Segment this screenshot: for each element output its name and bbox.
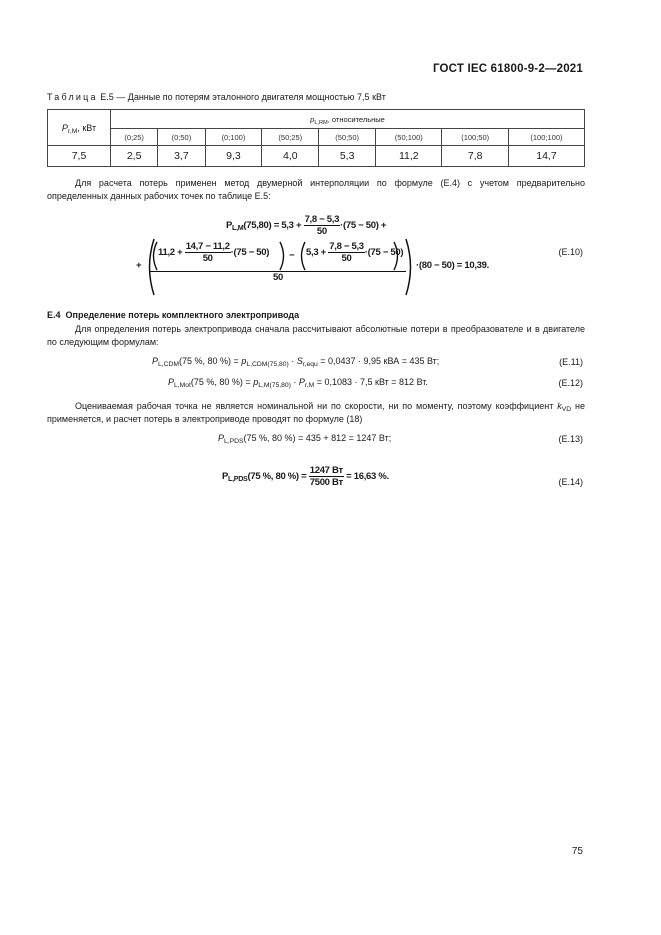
table-caption-text: Е.5 — Данные по потерям эталонного двигателя мощностью 7,5 кВт xyxy=(100,92,386,102)
right-paren-icon xyxy=(278,241,288,271)
table-header-point: (50;100) xyxy=(376,129,442,146)
equation-number-e12: (Е.12) xyxy=(558,378,583,388)
equation-number-e10: (Е.10) xyxy=(558,247,583,257)
table-cell: 7,8 xyxy=(442,146,508,167)
table-cell: 5,3 xyxy=(319,146,376,167)
right-paren-icon xyxy=(392,241,402,271)
table-header-point: (50;25) xyxy=(262,129,319,146)
paragraph-operating-point: Оцениваемая рабочая точка не является номинальной ни по скорости, ни по моменту, поэтому коэффициент $k_{VD}$ не применяется, и расчет потерь в электроприводе проводят по формуле (18) xyxy=(47,401,585,424)
equation-e10-line1: $P_{L,M}(75,80) = 5,3$ + $\frac{7,8 - 5,3}{50}$ ·(75 − 50) + xyxy=(226,214,387,237)
table-header-point: (0;50) xyxy=(158,129,205,146)
table-header-point: (50;50) xyxy=(319,129,376,146)
table-cell: 7,5 xyxy=(48,146,111,167)
table-cell: 4,0 xyxy=(262,146,319,167)
equation-e11: $P_{L,CDM}(75$ %, 80 %) = $p_{L,CDM(75,80)} \cdot S_{r,equ} = 0,0437 \cdot 9,95$ кВА = 435 Вт; xyxy=(152,356,440,368)
equation-e10-line2: + 11,2 + $\frac{14,7 - 11,2}{50}$ ·(75 − 50) − 5,3 + $\frac{7,8 - 5,3}{50}$ ·(75 − 50) 50 ·(80 − 50) = 10,39. xyxy=(136,238,516,298)
table-header-point: (100;50) xyxy=(442,129,508,146)
paragraph-interpolation: Для расчета потерь применен метод двумерной интерполяции по формуле (Е.4) с учетом предварительно определенных данных рабочих точек по таблице Е.5: xyxy=(47,178,585,201)
table-header-rated-power: $P_{r,M}$, кВт xyxy=(48,110,111,146)
table-header-relative-losses: $p_{L,RM}$, относительные xyxy=(111,110,585,129)
table-caption-label: Таблица xyxy=(47,92,98,102)
loss-data-table xyxy=(47,109,585,167)
table-cell: 11,2 xyxy=(376,146,442,167)
table-header-point: (100;100) xyxy=(508,129,584,146)
table-header-point: (0;100) xyxy=(205,129,262,146)
equation-number-e11: (Е.11) xyxy=(559,357,583,367)
table-cell: 3,7 xyxy=(158,146,205,167)
equation-e12: $P_{L,Mot}(75$ %, 80 %) = $p_{L,M(75,80)} \cdot P_{r,M} = 0,1083 \cdot 7,5$ кВт = 812 Вт. xyxy=(168,377,428,389)
equation-number-e14: (Е.14) xyxy=(558,477,583,487)
equation-e14: $P_{L,PDS}(75$ %, 80 %) = $\frac{1247 Вт}{7500 Вт}$ = 16,63 %. xyxy=(222,465,389,488)
page-number: 75 xyxy=(571,846,583,857)
table-cell: 14,7 xyxy=(508,146,584,167)
right-big-paren-icon xyxy=(404,238,416,296)
table-cell: 2,5 xyxy=(111,146,158,167)
equation-e13: $P_{L,PDS}(75$ %, 80 %) = 435 + 812 = 1247 Вт; xyxy=(218,433,392,445)
section-heading: Е.4 Определение потерь комплектного электропривода xyxy=(47,310,300,320)
table-header-point: (0;25) xyxy=(111,129,158,146)
equation-number-e13: (Е.13) xyxy=(558,434,583,444)
paragraph-absolute-losses: Для определения потерь электропривода сначала рассчитывают абсолютные потери в преобразователе и в двигателе по следующим формулам: xyxy=(47,324,585,347)
table-caption xyxy=(47,92,386,102)
table-row xyxy=(48,146,585,167)
document-header: ГОСТ IEC 61800-9-2—2021 xyxy=(432,63,583,75)
table-cell: 9,3 xyxy=(205,146,262,167)
